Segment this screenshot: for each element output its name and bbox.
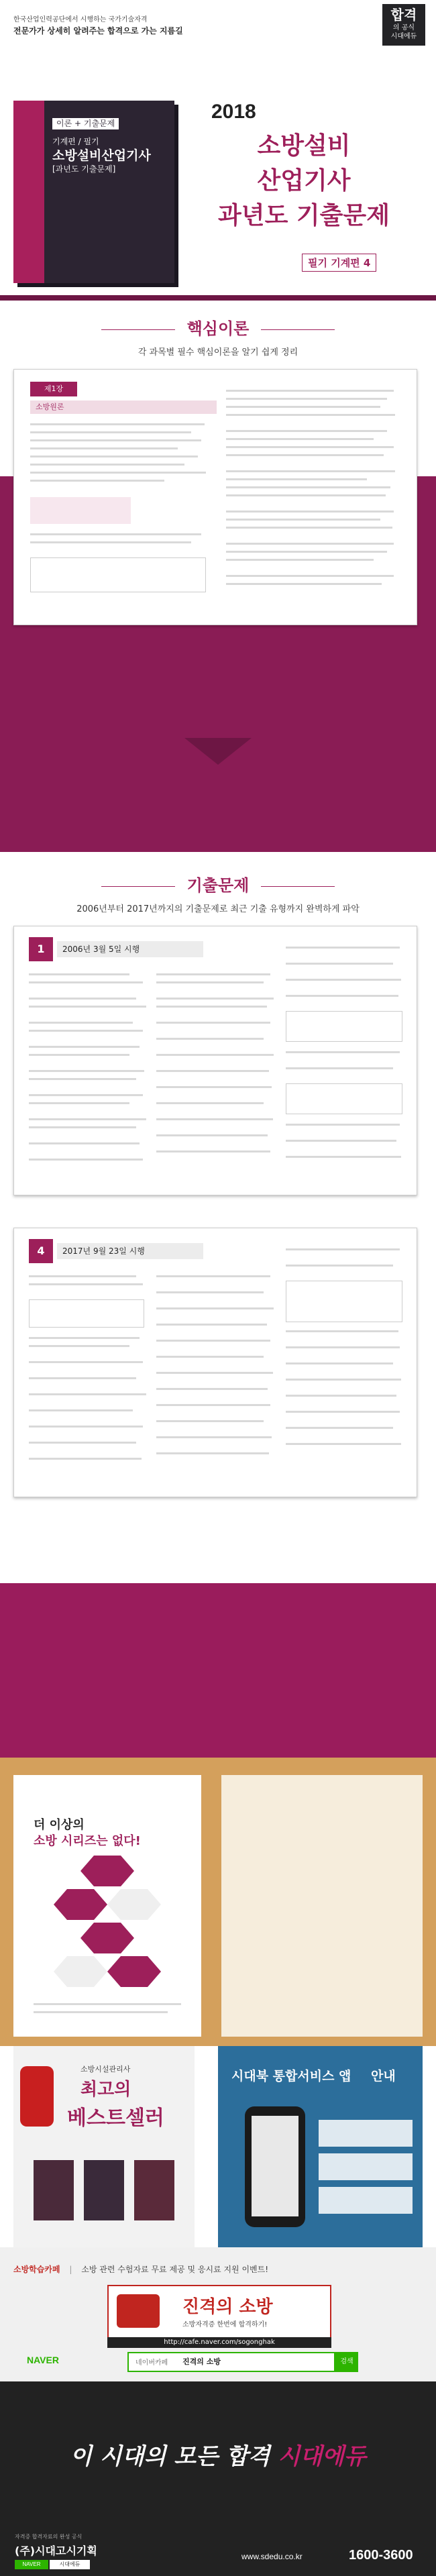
exam-sample-page-2 — [13, 1228, 417, 1497]
intro-text — [13, 15, 183, 38]
search-query: 진격의 소방 — [182, 2357, 221, 2366]
edition-label: 필기 기계편 4 — [302, 254, 376, 272]
chapter-heading: 소방원론 — [30, 400, 217, 414]
hero-section — [0, 0, 436, 295]
series-books-panel — [221, 1775, 423, 2037]
app-guide-panel — [218, 2046, 423, 2247]
exam-sample-page-1 — [13, 926, 417, 1195]
footer-phone: 1600-3600 — [349, 2548, 413, 2563]
app-title-2: 안내 — [371, 2069, 396, 2084]
title-rule-left — [101, 886, 175, 887]
promo-section — [0, 2046, 436, 2247]
theory-title: 핵심이론 — [186, 319, 250, 338]
cafe-banner[interactable] — [107, 2285, 331, 2339]
hero-title-line-2: 산업기사 — [257, 167, 351, 195]
firefighter-image — [20, 2066, 54, 2127]
theory-title-row — [0, 315, 436, 339]
book-subtitle: 기계편 / 필기 — [52, 137, 99, 146]
slogan-text-b: 시대에듀 — [278, 2443, 366, 2470]
hero-title-line-3: 과년도 기출문제 — [218, 202, 390, 229]
exam-date-1: 2006년 3월 5일 시행 — [57, 941, 203, 957]
badge-line-1: 합격 — [390, 7, 417, 23]
book-title: 소방설비산업기사 — [52, 148, 151, 163]
naver-search-bar — [13, 2352, 416, 2371]
theory-sample-page — [13, 369, 417, 625]
series-section — [0, 1758, 436, 2046]
series-headline-1: 더 이상의 — [34, 1818, 85, 1832]
footer-naver-logo[interactable]: NAVER — [15, 2560, 48, 2569]
bestseller-panel — [13, 2046, 195, 2247]
cafe-url-link[interactable]: http://cafe.naver.com/sogonghak — [107, 2337, 331, 2348]
cafe-label: 소방학습카페 — [13, 2265, 60, 2274]
exam-title: 기출문제 — [186, 876, 250, 895]
intro-line-2: 전문가가 상세히 알려주는 합격으로 가는 지름길 — [13, 26, 183, 36]
bestseller-title-2: 베스트셀러 — [67, 2106, 164, 2130]
chapter-tag: 제1장 — [30, 382, 77, 396]
exam-section — [0, 852, 436, 1583]
cafe-banner-title: 진격의 소방 — [182, 2297, 273, 2317]
exam-title-row — [0, 872, 436, 896]
exam-number-1-icon: 1 — [29, 937, 53, 961]
search-button[interactable]: 검색 — [335, 2352, 358, 2372]
theory-section — [0, 295, 436, 852]
footer-slogan — [0, 2438, 436, 2471]
badge-line-3: 시대에듀 — [390, 33, 417, 40]
search-tag: 네이버카페 — [135, 2359, 168, 2367]
footer-tagline: 자격증 합격자료의 완성 공식 — [15, 2534, 83, 2540]
series-headline-2: 소방 시리즈는 없다! — [34, 1834, 141, 1848]
hero-title-line-1: 소방설비 — [257, 132, 351, 160]
intro-line-1: 한국산업인력공단에서 시행하는 국가기술자격 — [13, 16, 148, 23]
hero-title — [193, 129, 415, 233]
decorative-band — [0, 1583, 436, 1758]
book-image-1 — [34, 2160, 74, 2220]
hero-year: 2018 — [211, 101, 256, 123]
exam-subtitle: 2006년부터 2017년까지의 기출문제로 최근 기출 유형까지 완벽하게 파악 — [76, 904, 360, 914]
cafe-banner-subtitle: 소방자격증 한번에 합격하기! — [182, 2321, 268, 2328]
title-rule-right — [261, 329, 335, 330]
book-cover-image — [13, 101, 174, 283]
title-rule-left — [101, 329, 175, 330]
slogan-text-a: 이 시대의 모든 합격 — [70, 2443, 270, 2470]
cafe-section — [0, 2247, 436, 2381]
book-subtitle-2: [과년도 기출문제] — [52, 164, 116, 174]
theory-subtitle: 각 과목별 필수 핵심이론을 알기 쉽게 정리 — [138, 347, 298, 358]
cafe-description: 소방 관련 수험자료 무료 제공 및 응시료 지원 이벤트! — [81, 2265, 269, 2274]
book-image-2 — [84, 2160, 124, 2220]
book-tag: 이론 + 기출문제 — [52, 118, 119, 129]
brand-badge — [382, 4, 425, 46]
book-spine — [13, 101, 44, 283]
bestseller-caption: 소방시설관리사 — [80, 2065, 131, 2074]
down-chevron — [184, 738, 252, 765]
footer-website-link[interactable]: www.sdedu.co.kr — [241, 2552, 303, 2561]
badge-line-2: 의 공식 — [392, 24, 415, 32]
footer-company: (주)시대고시기획 — [15, 2544, 97, 2557]
cafe-info-line: 소방학습카페 | 소방 관련 수험자료 무료 제공 및 응시료 지원 이벤트! — [13, 2265, 269, 2274]
book-image-3 — [134, 2160, 174, 2220]
band-divider — [0, 295, 436, 301]
series-panel — [13, 1775, 201, 2037]
fire-icon — [117, 2294, 160, 2328]
exam-number-4-icon: 4 — [29, 1239, 53, 1263]
search-input[interactable] — [127, 2352, 335, 2372]
footer-naver-label[interactable]: 시대에듀 — [50, 2560, 90, 2569]
footer — [0, 2381, 436, 2576]
title-rule-right — [261, 886, 335, 887]
naver-logo: NAVER — [27, 2355, 59, 2365]
bestseller-title-1: 최고의 — [80, 2080, 131, 2100]
app-title-1: 시대북 통합서비스 앱 — [231, 2069, 351, 2084]
exam-date-2: 2017년 9월 23일 시행 — [57, 1243, 203, 1259]
